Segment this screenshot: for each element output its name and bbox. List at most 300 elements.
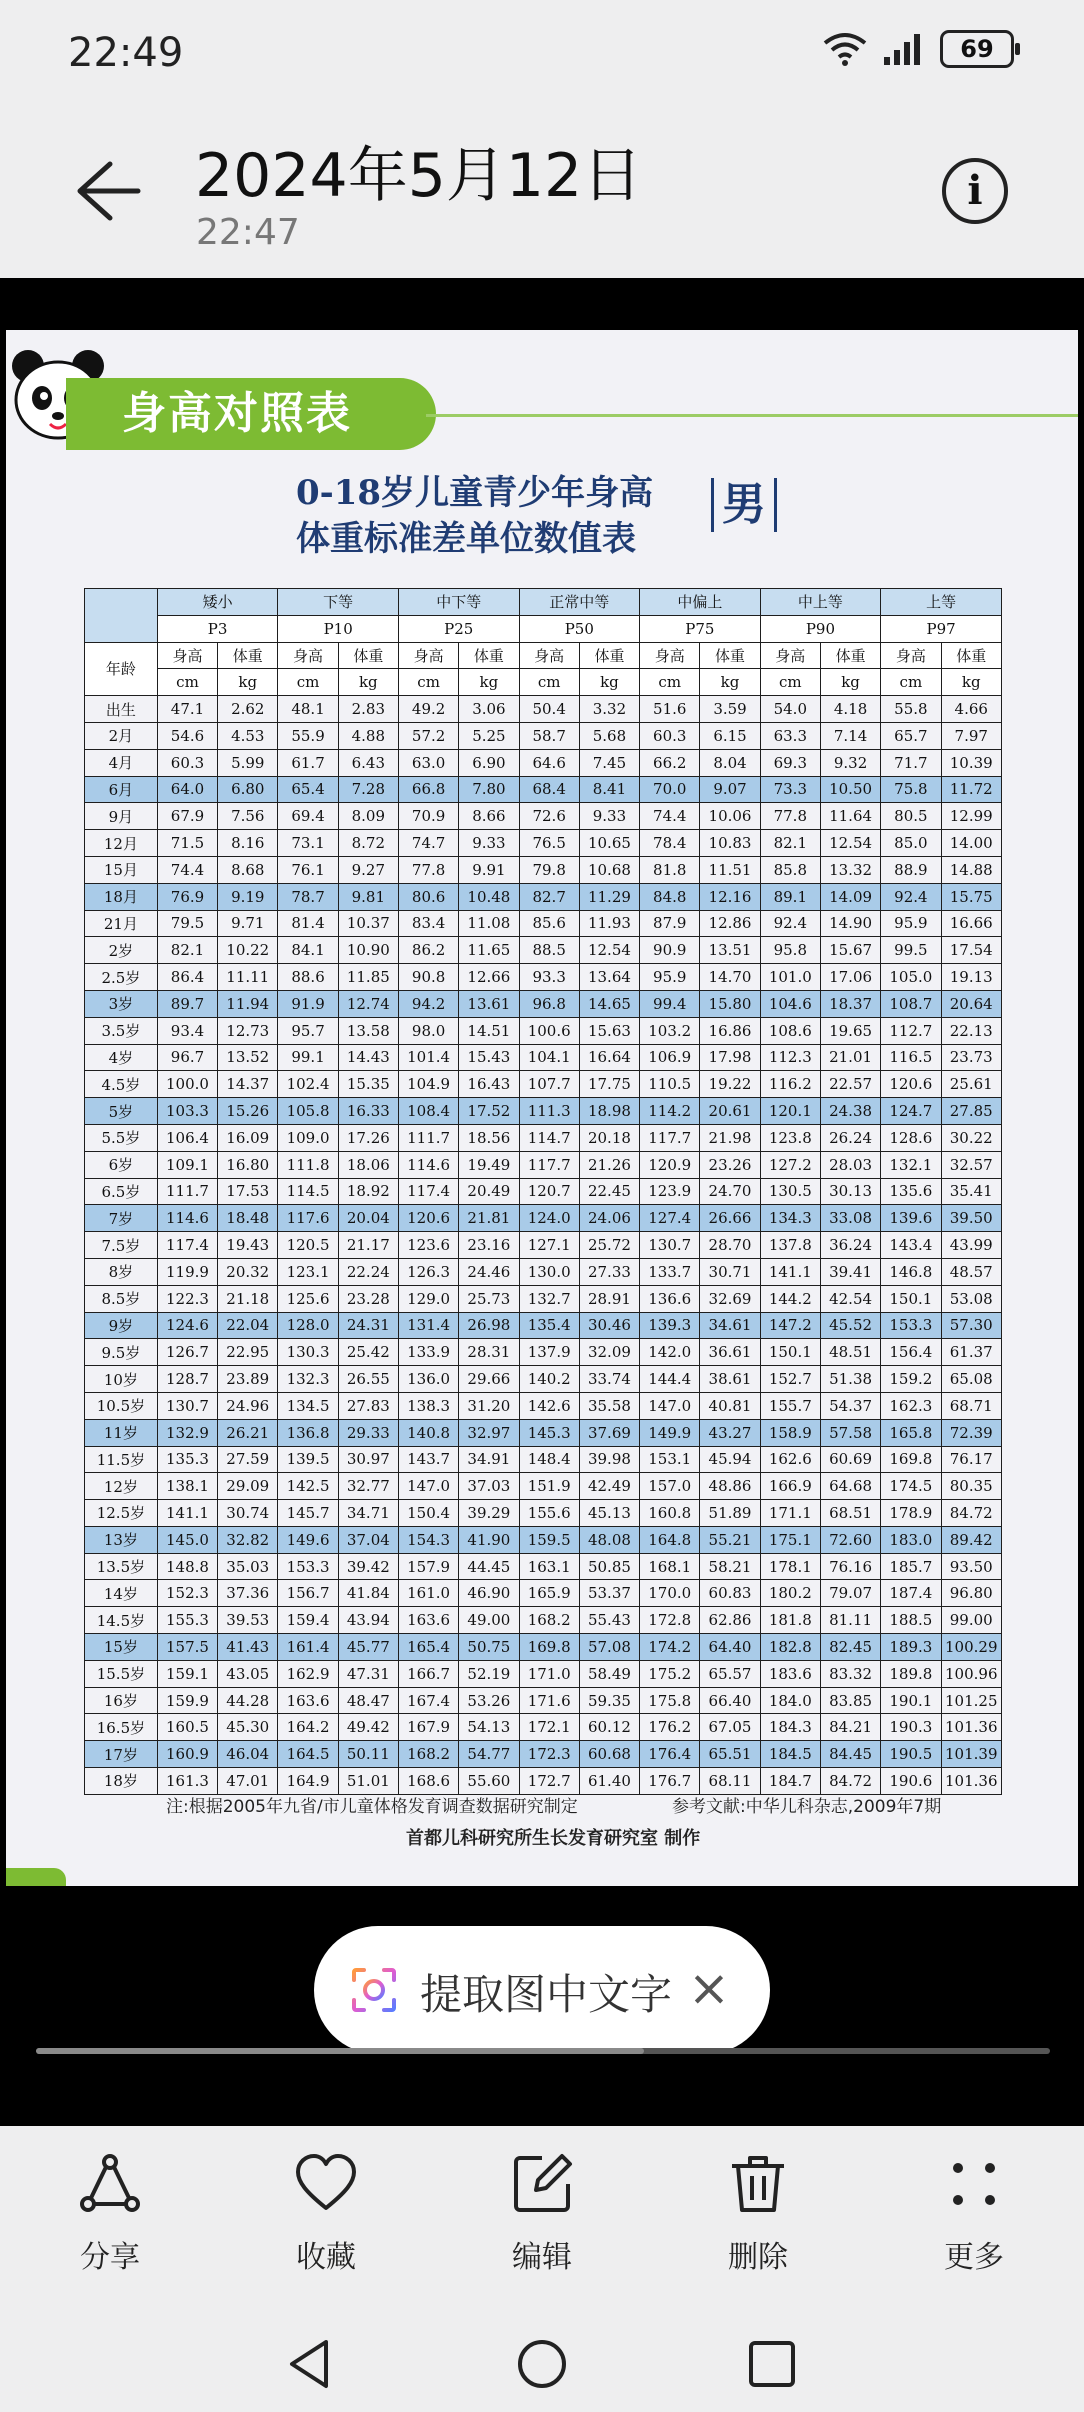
height-cell: 105.0 — [881, 964, 941, 991]
height-cell: 76.1 — [278, 856, 338, 883]
weight-header: 体重 — [579, 642, 639, 669]
weight-cell: 30.46 — [579, 1312, 639, 1339]
weight-cell: 55.21 — [700, 1526, 760, 1553]
weight-cell: 16.33 — [338, 1098, 398, 1125]
height-cell: 127.2 — [760, 1151, 820, 1178]
table-row — [85, 1285, 1002, 1312]
share-label: 分享 — [80, 2240, 140, 2275]
weight-cell: 101.36 — [941, 1768, 1002, 1795]
delete-button[interactable] — [688, 2150, 828, 2276]
height-cell: 178.1 — [760, 1553, 820, 1580]
weight-cell: 46.90 — [459, 1580, 519, 1607]
weight-cell: 6.15 — [700, 722, 760, 749]
weight-cell: 12.99 — [941, 803, 1002, 830]
table-row — [85, 776, 1002, 803]
height-cell: 114.2 — [640, 1098, 700, 1125]
weight-cell: 13.58 — [338, 1017, 398, 1044]
weight-cell: 84.72 — [941, 1500, 1002, 1527]
age-cell: 2.5岁 — [85, 964, 158, 991]
height-cell: 88.6 — [278, 964, 338, 991]
height-cell: 164.9 — [278, 1768, 338, 1795]
weight-cell: 15.67 — [820, 937, 880, 964]
weight-cell: 20.61 — [700, 1098, 760, 1125]
weight-cell: 27.83 — [338, 1392, 398, 1419]
height-cell: 60.3 — [157, 749, 217, 776]
height-cell: 114.6 — [157, 1205, 217, 1232]
height-cell: 171.1 — [760, 1500, 820, 1527]
height-cell: 184.5 — [760, 1741, 820, 1768]
height-cell: 145.3 — [519, 1419, 579, 1446]
weight-cell: 11.08 — [459, 910, 519, 937]
height-cell: 143.4 — [881, 1232, 941, 1259]
height-unit: cm — [398, 669, 458, 696]
weight-cell: 54.13 — [459, 1714, 519, 1741]
weight-cell: 45.77 — [338, 1634, 398, 1661]
weight-cell: 40.81 — [700, 1392, 760, 1419]
scrollbar-thumb[interactable] — [36, 2048, 644, 2054]
height-cell: 138.1 — [157, 1473, 217, 1500]
weight-cell: 11.72 — [941, 776, 1002, 803]
weight-cell: 5.25 — [459, 722, 519, 749]
age-cell: 6岁 — [85, 1151, 158, 1178]
height-header: 身高 — [519, 642, 579, 669]
weight-cell: 9.33 — [579, 803, 639, 830]
height-cell: 47.1 — [157, 696, 217, 723]
weight-cell: 43.94 — [338, 1607, 398, 1634]
weight-cell: 67.05 — [700, 1714, 760, 1741]
weight-cell: 10.48 — [459, 883, 519, 910]
height-cell: 155.6 — [519, 1500, 579, 1527]
photo-scrollbar[interactable] — [36, 2048, 1050, 2054]
weight-cell: 23.89 — [218, 1366, 278, 1393]
weight-cell: 16.86 — [700, 1017, 760, 1044]
weight-cell: 8.16 — [218, 830, 278, 857]
weight-cell: 45.13 — [579, 1500, 639, 1527]
weight-cell: 6.90 — [459, 749, 519, 776]
weight-cell: 8.04 — [700, 749, 760, 776]
height-cell: 133.9 — [398, 1339, 458, 1366]
weight-cell: 61.37 — [941, 1339, 1002, 1366]
weight-cell: 43.99 — [941, 1232, 1002, 1259]
percentile-header: P97 — [881, 615, 1002, 642]
height-cell: 163.6 — [278, 1687, 338, 1714]
age-cell: 14.5岁 — [85, 1607, 158, 1634]
percentile-header: P25 — [398, 615, 519, 642]
height-cell: 142.5 — [278, 1473, 338, 1500]
height-cell: 147.0 — [640, 1392, 700, 1419]
height-cell: 154.3 — [398, 1526, 458, 1553]
weight-cell: 57.30 — [941, 1312, 1002, 1339]
weight-cell: 80.35 — [941, 1473, 1002, 1500]
weight-cell: 60.12 — [579, 1714, 639, 1741]
height-cell: 95.8 — [760, 937, 820, 964]
age-cell: 15月 — [85, 856, 158, 883]
weight-cell: 83.32 — [820, 1660, 880, 1687]
weight-cell: 28.70 — [700, 1232, 760, 1259]
height-cell: 126.3 — [398, 1258, 458, 1285]
height-cell: 88.9 — [881, 856, 941, 883]
height-cell: 148.8 — [157, 1553, 217, 1580]
table-row — [85, 1151, 1002, 1178]
table-row — [85, 1205, 1002, 1232]
age-cell: 21月 — [85, 910, 158, 937]
weight-cell: 44.28 — [218, 1687, 278, 1714]
table-row — [85, 1446, 1002, 1473]
weight-cell: 9.07 — [700, 776, 760, 803]
height-cell: 85.8 — [760, 856, 820, 883]
share-icon — [76, 2150, 144, 2218]
height-cell: 140.8 — [398, 1419, 458, 1446]
height-cell: 167.4 — [398, 1687, 458, 1714]
weight-cell: 13.32 — [820, 856, 880, 883]
height-cell: 160.8 — [640, 1500, 700, 1527]
height-cell: 140.2 — [519, 1366, 579, 1393]
height-cell: 152.7 — [760, 1366, 820, 1393]
height-cell: 149.9 — [640, 1419, 700, 1446]
weight-cell: 22.13 — [941, 1017, 1002, 1044]
height-cell: 130.5 — [760, 1178, 820, 1205]
height-cell: 162.6 — [760, 1446, 820, 1473]
weight-cell: 10.65 — [579, 830, 639, 857]
weight-cell: 35.41 — [941, 1178, 1002, 1205]
weight-cell: 9.91 — [459, 856, 519, 883]
table-row — [85, 1098, 1002, 1125]
height-cell: 98.0 — [398, 1017, 458, 1044]
height-header: 身高 — [278, 642, 338, 669]
weight-cell: 26.98 — [459, 1312, 519, 1339]
height-cell: 128.0 — [278, 1312, 338, 1339]
percentile-header: P3 — [157, 615, 278, 642]
height-cell: 120.6 — [398, 1205, 458, 1232]
height-cell: 190.5 — [881, 1741, 941, 1768]
height-cell: 85.6 — [519, 910, 579, 937]
weight-cell: 42.54 — [820, 1285, 880, 1312]
weight-cell: 14.51 — [459, 1017, 519, 1044]
weight-cell: 22.04 — [218, 1312, 278, 1339]
height-cell: 61.7 — [278, 749, 338, 776]
table-row — [85, 1580, 1002, 1607]
weight-cell: 10.06 — [700, 803, 760, 830]
height-unit: cm — [760, 669, 820, 696]
height-cell: 108.7 — [881, 990, 941, 1017]
maker-credit: 首都儿科研究所生长发育研究室 制作 — [406, 1828, 701, 1849]
weight-cell: 101.36 — [941, 1714, 1002, 1741]
weight-cell: 28.03 — [820, 1151, 880, 1178]
table-row — [85, 1473, 1002, 1500]
age-cell: 10岁 — [85, 1366, 158, 1393]
weight-cell: 26.21 — [218, 1419, 278, 1446]
weight-unit: kg — [338, 669, 398, 696]
weight-cell: 60.68 — [579, 1741, 639, 1768]
height-cell: 81.8 — [640, 856, 700, 883]
height-cell: 139.6 — [881, 1205, 941, 1232]
weight-cell: 38.61 — [700, 1366, 760, 1393]
weight-cell: 12.54 — [579, 937, 639, 964]
height-cell: 156.4 — [881, 1339, 941, 1366]
nav-back-icon[interactable] — [282, 2336, 338, 2392]
group-header-row — [85, 589, 1002, 616]
table-row — [85, 856, 1002, 883]
age-cell: 16岁 — [85, 1687, 158, 1714]
weight-cell: 62.86 — [700, 1607, 760, 1634]
weight-cell: 27.33 — [579, 1258, 639, 1285]
height-header: 身高 — [157, 642, 217, 669]
next-section-edge — [6, 1868, 66, 1886]
height-cell: 190.1 — [881, 1687, 941, 1714]
height-cell: 123.8 — [760, 1124, 820, 1151]
nav-home-icon[interactable] — [514, 2336, 570, 2392]
table-row — [85, 1768, 1002, 1795]
height-cell: 171.6 — [519, 1687, 579, 1714]
height-cell: 112.3 — [760, 1044, 820, 1071]
group-header: 正常中等 — [519, 589, 640, 616]
height-cell: 142.0 — [640, 1339, 700, 1366]
weight-cell: 43.27 — [700, 1419, 760, 1446]
weight-cell: 21.01 — [820, 1044, 880, 1071]
height-cell: 83.4 — [398, 910, 458, 937]
height-cell: 130.3 — [278, 1339, 338, 1366]
table-row — [85, 1017, 1002, 1044]
weight-cell: 35.58 — [579, 1392, 639, 1419]
weight-cell: 7.80 — [459, 776, 519, 803]
weight-cell: 20.18 — [579, 1124, 639, 1151]
height-cell: 123.1 — [278, 1258, 338, 1285]
weight-cell: 8.68 — [218, 856, 278, 883]
height-cell: 109.0 — [278, 1124, 338, 1151]
height-cell: 82.1 — [760, 830, 820, 857]
weight-cell: 68.71 — [941, 1392, 1002, 1419]
back-arrow-icon[interactable] — [66, 150, 148, 232]
weight-cell: 14.88 — [941, 856, 1002, 883]
height-cell: 82.7 — [519, 883, 579, 910]
height-cell: 95.9 — [640, 964, 700, 991]
height-cell: 168.2 — [398, 1741, 458, 1768]
height-header: 身高 — [760, 642, 820, 669]
extract-text-pill[interactable] — [314, 1926, 770, 2054]
weight-cell: 29.66 — [459, 1366, 519, 1393]
height-cell: 162.3 — [881, 1392, 941, 1419]
weight-cell: 19.43 — [218, 1232, 278, 1259]
age-cell: 13岁 — [85, 1526, 158, 1553]
weight-cell: 23.73 — [941, 1044, 1002, 1071]
height-cell: 176.2 — [640, 1714, 700, 1741]
share-button[interactable] — [40, 2150, 180, 2276]
height-cell: 64.0 — [157, 776, 217, 803]
weight-cell: 13.64 — [579, 964, 639, 991]
gender-label: 男 — [711, 478, 777, 532]
weight-cell: 10.37 — [338, 910, 398, 937]
height-cell: 49.2 — [398, 696, 458, 723]
weight-cell: 50.85 — [579, 1553, 639, 1580]
height-cell: 141.1 — [157, 1500, 217, 1527]
weight-cell: 16.43 — [459, 1071, 519, 1098]
height-cell: 171.0 — [519, 1660, 579, 1687]
height-cell: 132.7 — [519, 1285, 579, 1312]
height-cell: 175.1 — [760, 1526, 820, 1553]
info-icon[interactable]: i — [942, 158, 1008, 224]
height-cell: 114.6 — [398, 1151, 458, 1178]
height-cell: 54.6 — [157, 722, 217, 749]
weight-cell: 2.62 — [218, 696, 278, 723]
height-cell: 164.5 — [278, 1741, 338, 1768]
height-cell: 120.5 — [278, 1232, 338, 1259]
height-cell: 101.4 — [398, 1044, 458, 1071]
height-cell: 100.6 — [519, 1017, 579, 1044]
height-cell: 100.0 — [157, 1071, 217, 1098]
height-cell: 116.5 — [881, 1044, 941, 1071]
height-cell: 159.5 — [519, 1526, 579, 1553]
height-cell: 159.2 — [881, 1366, 941, 1393]
height-cell: 164.2 — [278, 1714, 338, 1741]
system-nav-bar — [0, 2316, 1084, 2412]
height-cell: 84.1 — [278, 937, 338, 964]
height-cell: 132.3 — [278, 1366, 338, 1393]
weight-cell: 66.40 — [700, 1687, 760, 1714]
height-cell: 63.0 — [398, 749, 458, 776]
height-cell: 129.0 — [398, 1285, 458, 1312]
weight-cell: 9.32 — [820, 749, 880, 776]
page-title: 2024年5月12日 — [195, 141, 643, 211]
table-row — [85, 1714, 1002, 1741]
weight-cell: 39.98 — [579, 1446, 639, 1473]
height-unit: cm — [640, 669, 700, 696]
weight-cell: 72.60 — [820, 1526, 880, 1553]
weight-cell: 15.43 — [459, 1044, 519, 1071]
height-cell: 110.5 — [640, 1071, 700, 1098]
more-button[interactable] — [904, 2150, 1044, 2276]
height-cell: 71.5 — [157, 830, 217, 857]
weight-cell: 57.08 — [579, 1634, 639, 1661]
height-cell: 74.4 — [640, 803, 700, 830]
group-header: 中偏上 — [640, 589, 761, 616]
weight-cell: 76.17 — [941, 1446, 1002, 1473]
weight-cell: 34.61 — [700, 1312, 760, 1339]
height-cell: 159.1 — [157, 1660, 217, 1687]
weight-cell: 41.43 — [218, 1634, 278, 1661]
height-cell: 148.4 — [519, 1446, 579, 1473]
age-cell: 13.5岁 — [85, 1553, 158, 1580]
height-cell: 77.8 — [398, 856, 458, 883]
height-cell: 123.6 — [398, 1232, 458, 1259]
height-cell: 51.6 — [640, 696, 700, 723]
weight-cell: 39.50 — [941, 1205, 1002, 1232]
height-cell: 172.8 — [640, 1607, 700, 1634]
height-cell: 124.7 — [881, 1098, 941, 1125]
height-cell: 149.6 — [278, 1526, 338, 1553]
height-cell: 114.5 — [278, 1178, 338, 1205]
weight-cell: 51.38 — [820, 1366, 880, 1393]
weight-cell: 19.65 — [820, 1017, 880, 1044]
weight-cell: 83.85 — [820, 1687, 880, 1714]
nav-recents-icon[interactable] — [744, 2336, 800, 2392]
age-cell: 12月 — [85, 830, 158, 857]
height-cell: 75.8 — [881, 776, 941, 803]
weight-cell: 53.26 — [459, 1687, 519, 1714]
signal-icon — [882, 31, 926, 67]
height-cell: 184.7 — [760, 1768, 820, 1795]
close-icon[interactable]: × — [688, 1959, 730, 2017]
height-cell: 93.3 — [519, 964, 579, 991]
height-cell: 79.5 — [157, 910, 217, 937]
height-cell: 70.9 — [398, 803, 458, 830]
height-cell: 160.9 — [157, 1741, 217, 1768]
weight-cell: 53.37 — [579, 1580, 639, 1607]
weight-header: 体重 — [338, 642, 398, 669]
weight-cell: 24.70 — [700, 1178, 760, 1205]
weight-cell: 20.64 — [941, 990, 1002, 1017]
height-cell: 54.0 — [760, 696, 820, 723]
weight-cell: 41.84 — [338, 1580, 398, 1607]
weight-cell: 8.72 — [338, 830, 398, 857]
height-cell: 164.8 — [640, 1526, 700, 1553]
weight-cell: 32.97 — [459, 1419, 519, 1446]
weight-cell: 14.70 — [700, 964, 760, 991]
height-cell: 84.8 — [640, 883, 700, 910]
weight-cell: 26.24 — [820, 1124, 880, 1151]
weight-cell: 65.51 — [700, 1741, 760, 1768]
weight-cell: 14.00 — [941, 830, 1002, 857]
age-cell: 7.5岁 — [85, 1232, 158, 1259]
weight-cell: 7.97 — [941, 722, 1002, 749]
weight-cell: 19.49 — [459, 1151, 519, 1178]
photo-viewer[interactable] — [6, 330, 1078, 1886]
height-cell: 184.3 — [760, 1714, 820, 1741]
extract-text-label[interactable]: 提取图中文字 — [420, 1970, 673, 2019]
weight-cell: 11.29 — [579, 883, 639, 910]
weight-cell: 12.54 — [820, 830, 880, 857]
weight-cell: 29.09 — [218, 1473, 278, 1500]
height-cell: 183.0 — [881, 1526, 941, 1553]
height-cell: 165.8 — [881, 1419, 941, 1446]
age-cell: 7岁 — [85, 1205, 158, 1232]
height-cell: 130.7 — [640, 1232, 700, 1259]
edit-button[interactable] — [472, 2150, 612, 2276]
percentile-header-row — [85, 615, 1002, 642]
weight-cell: 48.08 — [579, 1526, 639, 1553]
height-cell: 105.8 — [278, 1098, 338, 1125]
age-cell: 4岁 — [85, 1044, 158, 1071]
age-cell: 4.5岁 — [85, 1071, 158, 1098]
weight-cell: 23.26 — [700, 1151, 760, 1178]
edit-icon — [508, 2150, 576, 2218]
height-cell: 187.4 — [881, 1580, 941, 1607]
weight-cell: 29.33 — [338, 1419, 398, 1446]
weight-cell: 26.66 — [700, 1205, 760, 1232]
weight-cell: 36.24 — [820, 1232, 880, 1259]
height-cell: 180.2 — [760, 1580, 820, 1607]
height-cell: 160.5 — [157, 1714, 217, 1741]
height-cell: 172.3 — [519, 1741, 579, 1768]
height-cell: 147.2 — [760, 1312, 820, 1339]
text-scan-icon — [350, 1966, 398, 2014]
weight-cell: 58.21 — [700, 1553, 760, 1580]
age-cell: 12.5岁 — [85, 1500, 158, 1527]
table-row — [85, 803, 1002, 830]
weight-header: 体重 — [218, 642, 278, 669]
height-cell: 128.7 — [157, 1366, 217, 1393]
weight-cell: 11.64 — [820, 803, 880, 830]
weight-cell: 10.39 — [941, 749, 1002, 776]
height-cell: 172.1 — [519, 1714, 579, 1741]
height-cell: 146.8 — [881, 1258, 941, 1285]
table-row — [85, 937, 1002, 964]
height-cell: 132.1 — [881, 1151, 941, 1178]
height-cell: 130.7 — [157, 1392, 217, 1419]
weight-cell: 24.46 — [459, 1258, 519, 1285]
weight-cell: 101.25 — [941, 1687, 1002, 1714]
weight-cell: 48.51 — [820, 1339, 880, 1366]
favorite-button[interactable] — [256, 2150, 396, 2276]
